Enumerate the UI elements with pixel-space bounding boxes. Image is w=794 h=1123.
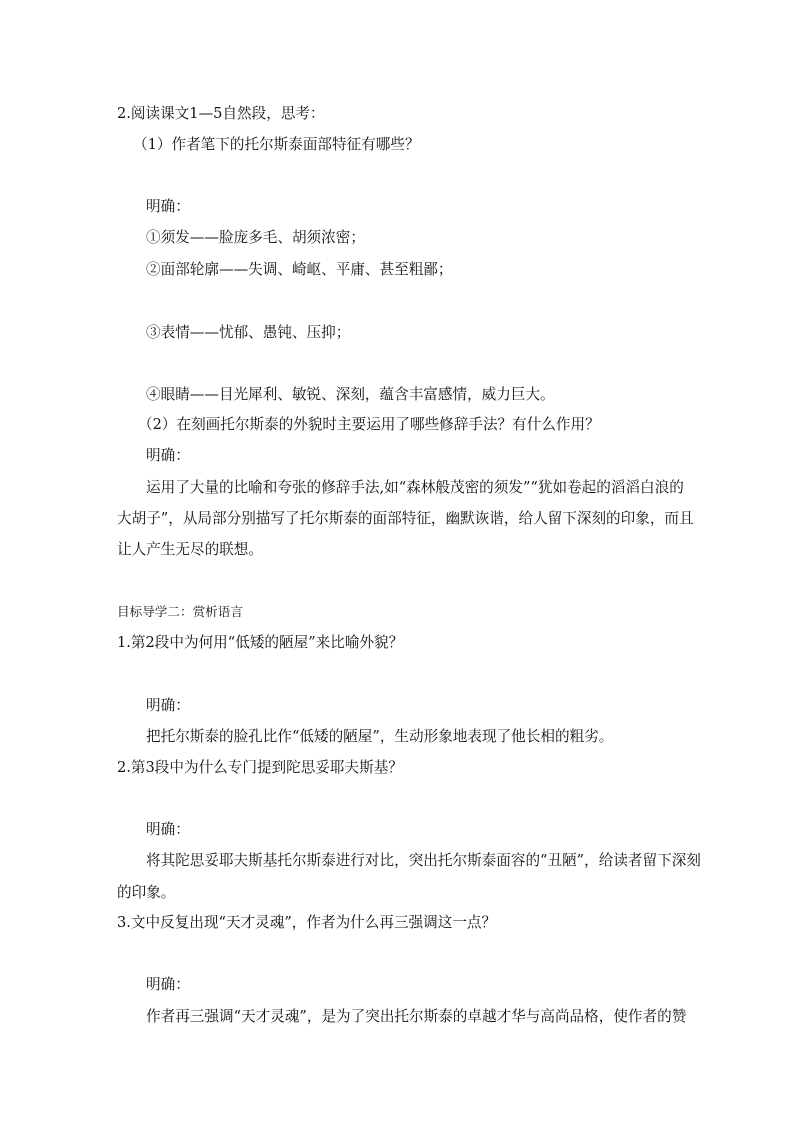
answer-paragraph-line: 大胡子”，从局部分别描写了托尔斯泰的面部特征，幽默诙谐，给人留下深刻的印象，而且	[117, 510, 694, 527]
answer-paragraph-line: 让人产生无尽的联想。	[117, 541, 263, 558]
answer-paragraph-line: 运用了大量的比喻和夸张的修辞手法,如“森林般茂密的须发”“犹如卷起的滔滔白浪的	[146, 479, 684, 496]
answer-label: 明确：	[146, 821, 190, 838]
answer-paragraph-line: 将其陀思妥耶夫斯基托尔斯泰进行对比，突出托尔斯泰面容的“丑陋”，给读者留下深刻	[146, 852, 701, 869]
answer-label: 明确：	[146, 697, 190, 714]
answer-item-1: ①须发——脸庞多毛、胡须浓密；	[146, 229, 365, 246]
answer-label: 明确：	[146, 198, 190, 215]
question-2-heading: 2.阅读课文1—5自然段，思考：	[117, 105, 325, 122]
answer-item-3: ③表情——忧郁、愚钝、压抑；	[146, 324, 351, 341]
question-2-heading: 2.第3段中为什么专门提到陀思妥耶夫斯基？	[117, 759, 403, 776]
answer-paragraph-line: 作者再三强调“天才灵魂”，是为了突出托尔斯泰的卓越才华与高尚品格，使作者的赞	[146, 1008, 687, 1025]
question-1-heading: 1.第2段中为何用“低矮的陋屋”来比喻外貌？	[117, 634, 404, 651]
section-heading: 目标导学二：赏析语言	[117, 604, 243, 619]
answer-item-2: ②面部轮廓——失调、崎岖、平庸、甚至粗鄙；	[146, 261, 453, 278]
answer-label: 明确：	[146, 447, 190, 464]
sub-question-2: （2）在刻画托尔斯泰的外貌时主要运用了哪些修辞手法？有什么作用？	[138, 416, 600, 433]
answer-paragraph-line: 的印象。	[117, 884, 176, 901]
sub-question-1: （1）作者笔下的托尔斯泰面部特征有哪些？	[133, 136, 420, 153]
answer-label: 明确：	[146, 976, 190, 993]
answer-item-4: ④眼睛——目光犀利、敏锐、深刻，蕴含丰富感情，威力巨大。	[146, 386, 555, 403]
answer-paragraph-line: 把托尔斯泰的脸孔比作“低矮的陋屋”，生动形象地表现了他长相的粗劣。	[146, 728, 614, 745]
question-3-heading: 3.文中反复出现“天才灵魂”，作者为什么再三强调这一点？	[117, 914, 497, 931]
